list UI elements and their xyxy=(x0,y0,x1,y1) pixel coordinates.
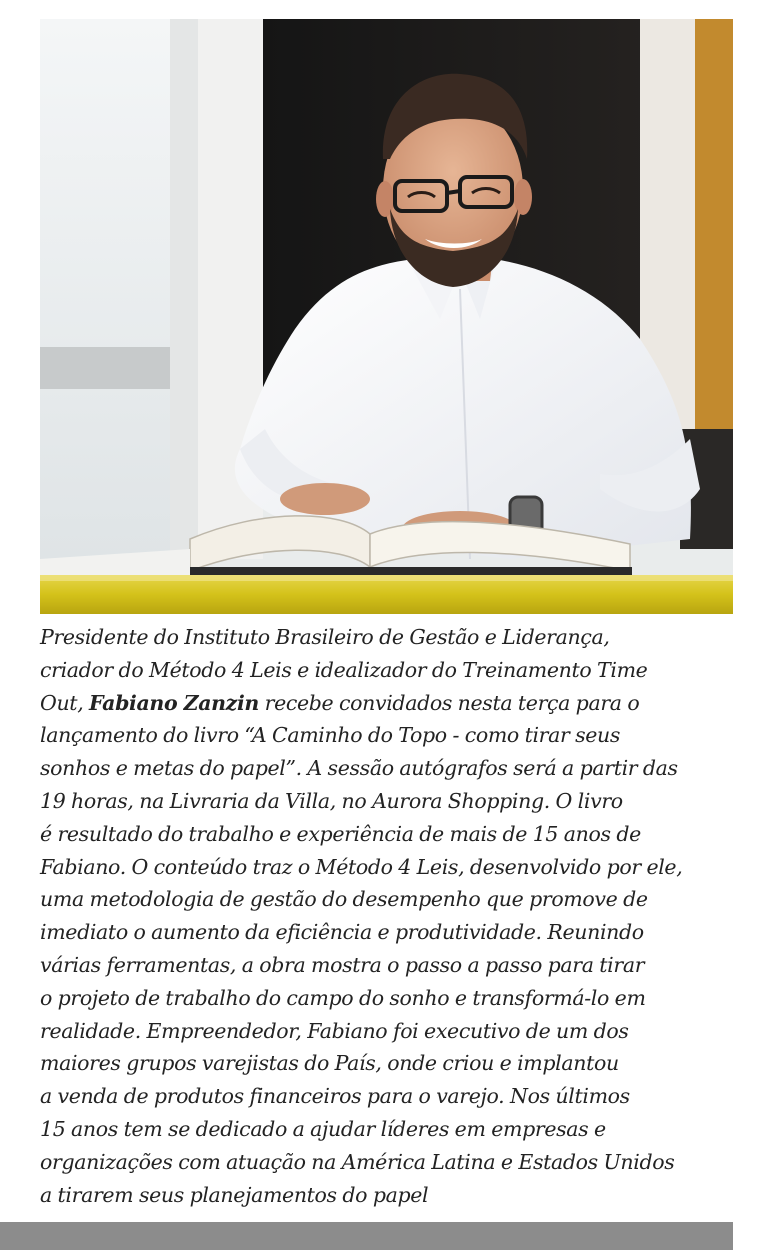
portrait-photo xyxy=(40,19,733,614)
caption-text xyxy=(40,621,740,1211)
caption-line: maiores grupos varejistas do País, onde criou e implantou xyxy=(40,1051,619,1076)
caption-line: 19 horas, na Livraria da Villa, no Aurora Shopping. O livro xyxy=(40,788,623,813)
caption-fragment: recebe convidados nesta terça para o xyxy=(264,690,640,715)
glasses-bridge xyxy=(447,191,460,193)
caption-fragment: Out, xyxy=(40,690,84,715)
caption-line: uma metodologia de gestão do desempenho que promove de xyxy=(40,887,648,912)
caption-line: criador do Método 4 Leis e idealizador do Treinamento Time xyxy=(40,657,648,682)
pillar xyxy=(170,19,198,559)
caption-line: sonhos e metas do papel”. A sessão autógrafos será a partir das xyxy=(40,756,678,781)
caption-line: Fabiano. O conteúdo traz o Método 4 Leis, desenvolvido por ele, xyxy=(40,854,683,879)
caption-line: realidade. Empreendedor, Fabiano foi executivo de um dos xyxy=(40,1018,629,1043)
person-name: Fabiano Zanzin xyxy=(89,690,259,715)
caption-line: 15 anos tem se dedicado a ajudar líderes em empresas e xyxy=(40,1116,606,1141)
left-hand xyxy=(280,483,370,515)
caption-line: é resultado do trabalho e experiência de mais de 15 anos de xyxy=(40,821,641,846)
caption-line-with-name xyxy=(40,687,740,720)
bottom-divider-bar xyxy=(0,1222,733,1250)
caption-line: o projeto de trabalho do campo do sonho e transformá-lo em xyxy=(40,985,646,1010)
portrait-illustration xyxy=(40,19,733,614)
window-frame xyxy=(40,347,180,389)
book-cover xyxy=(190,567,632,575)
caption-line: a tirarem seus planejamentos do papel xyxy=(40,1182,429,1207)
caption-line: lançamento do livro “A Caminho do Topo - como tirar seus xyxy=(40,723,621,748)
right-ear xyxy=(514,179,532,215)
caption-line: organizações com atuação na América Latina e Estados Unidos xyxy=(40,1149,675,1174)
window xyxy=(40,19,180,559)
caption-line: Presidente do Instituto Brasileiro de Gestão e Liderança, xyxy=(40,625,610,649)
wood-panel xyxy=(695,19,733,459)
desk-reflection xyxy=(40,575,733,581)
left-ear xyxy=(376,181,394,217)
caption-line: várias ferramentas, a obra mostra o passo a passo para tirar xyxy=(40,952,645,977)
caption-line: imediato o aumento da eficiência e produtividade. Reunindo xyxy=(40,920,644,945)
caption-line: a venda de produtos financeiros para o varejo. Nos últimos xyxy=(40,1084,630,1109)
